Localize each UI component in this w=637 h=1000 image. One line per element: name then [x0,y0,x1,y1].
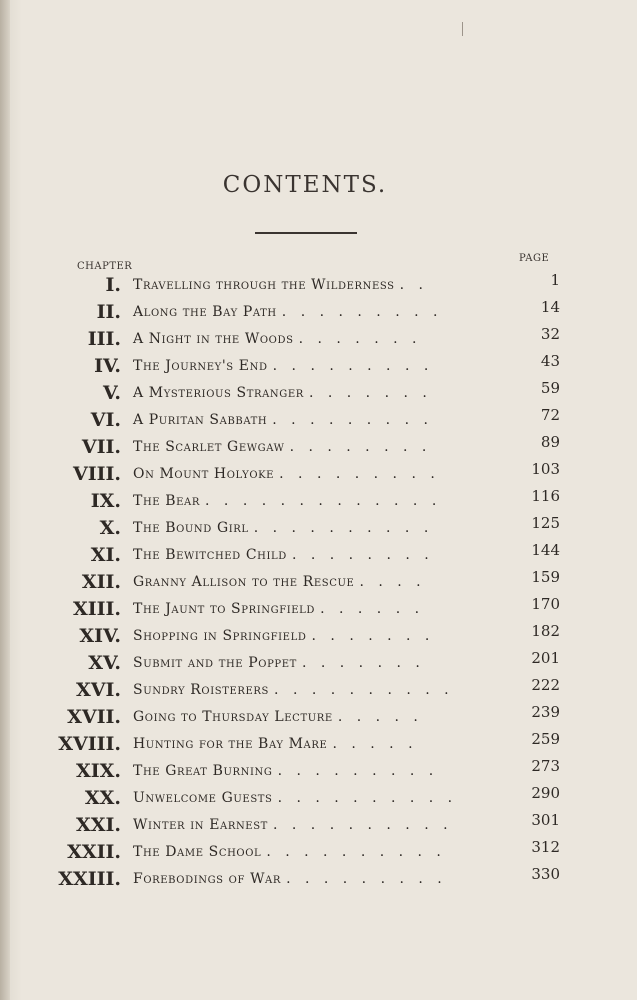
chapter-number: XVI. [76,679,121,701]
chapter-number: XII. [81,571,121,593]
leader-dots: . . . . . . . . . [279,466,440,482]
leader-dots: . . . . . . [320,601,425,617]
page-mark [462,22,463,36]
page-number: 182 [531,622,560,640]
chapter-title: The Great Burning . . . . . . . . . [133,763,439,779]
chapter-title: Unwelcome Guests . . . . . . . . . . [133,790,458,806]
chapter-number: XIII. [72,598,121,620]
toc-entry [0,811,637,838]
page-number: 72 [540,406,560,424]
page-number: 14 [540,298,560,316]
leader-dots: . . . . . . . . . . [274,682,454,698]
chapter-title: The Bewitched Child . . . . . . . . [133,547,434,563]
leader-dots: . . . . . . . . . . . . . [205,493,442,509]
toc-entry [0,568,637,595]
toc-entry [0,271,637,298]
chapter-number: XIX. [76,760,121,782]
leader-dots: . . [399,277,429,293]
toc-entry [0,541,637,568]
toc-entry [0,730,637,757]
toc-entry [0,379,637,406]
page-number: 259 [531,730,560,748]
chapter-number: VIII. [72,463,121,485]
toc-entry [0,514,637,541]
toc-entry [0,487,637,514]
chapter-title: Submit and the Poppet . . . . . . . [133,655,425,671]
chapter-number: III. [87,328,121,350]
chapter-title: Sundry Roisterers . . . . . . . . . . [133,682,454,698]
heading-rule [255,232,357,234]
page-number: 290 [531,784,560,802]
leader-dots: . . . . . . . . . [272,412,433,428]
chapter-column-label: CHAPTER [77,261,133,272]
chapter-number: XI. [90,544,121,566]
leader-dots: . . . . . . . . . . [266,844,446,860]
leader-dots: . . . . . . . [298,331,422,347]
chapter-number: IV. [94,355,121,377]
leader-dots: . . . . . . . . . . [253,520,434,536]
chapter-title: Going to Thursday Lecture . . . . . [133,709,423,725]
page-number: 159 [531,568,560,586]
chapter-number: V. [102,382,121,404]
toc-entry [0,352,637,379]
toc-entry [0,460,637,487]
toc-entry [0,649,637,676]
page-number: 144 [531,541,560,559]
toc-entry [0,703,637,730]
page-number: 222 [531,676,560,694]
chapter-number: XV. [88,652,121,674]
chapter-number: XVII. [67,706,121,728]
chapter-title: The Bear . . . . . . . . . . . . . [133,493,442,509]
toc-entry [0,865,637,892]
leader-dots: . . . . . . . . [289,439,432,455]
leader-dots: . . . . . . . [301,655,425,671]
contents-heading: CONTENTS. [222,172,388,198]
toc-entry [0,622,637,649]
leader-dots: . . . . . . . . . [272,358,434,374]
leader-dots: . . . . . . . [308,385,432,401]
chapter-number: VII. [81,436,121,458]
page-number: 330 [531,865,560,883]
page-number: 312 [531,838,560,856]
chapter-title: The Jaunt to Springfield . . . . . . [133,601,425,617]
chapter-number: X. [99,517,121,539]
leader-dots: . . . . . . . . . [277,763,439,779]
chapter-title: Hunting for the Bay Mare . . . . . [133,736,418,752]
page-number: 32 [540,325,560,343]
toc-entry [0,676,637,703]
leader-dots: . . . . [359,574,426,590]
chapter-number: XXII. [67,841,121,863]
toc-entry [0,757,637,784]
leader-dots: . . . . . . . . . . [277,790,458,806]
chapter-title: The Journey's End . . . . . . . . . [133,358,434,374]
chapter-number: VI. [90,409,121,431]
chapter-number: XXIII. [58,868,121,890]
chapter-number: IX. [90,490,121,512]
toc-entry [0,433,637,460]
chapter-number: XIV. [79,625,121,647]
toc-entry [0,595,637,622]
chapter-title: A Puritan Sabbath . . . . . . . . . [133,412,433,428]
leader-dots: . . . . . [337,709,423,725]
page-number: 1 [550,271,560,289]
chapter-title: Travelling through the Wilderness . . [133,277,429,293]
page-number: 239 [531,703,560,721]
leader-dots: . . . . . . . [311,628,435,644]
page-number: 273 [531,757,560,775]
chapter-number: I. [105,274,121,296]
page-number: 170 [531,595,560,613]
page-number: 103 [531,460,560,478]
chapter-number: XVIII. [58,733,121,755]
chapter-title: Winter in Earnest . . . . . . . . . . [133,817,453,833]
chapter-title: Forebodings of War . . . . . . . . . [133,871,447,887]
page-number: 201 [531,649,560,667]
leader-dots: . . . . . . . . . [286,871,447,887]
chapter-number: XX. [84,787,121,809]
page-number: 89 [540,433,560,451]
chapter-title: The Scarlet Gewgaw . . . . . . . . [133,439,432,455]
page-number: 59 [540,379,560,397]
chapter-title: Shopping in Springfield . . . . . . . [133,628,435,644]
page-number: 116 [531,487,560,505]
leader-dots: . . . . . . . . [291,547,434,563]
page-number: 43 [540,352,560,370]
chapter-number: II. [96,301,121,323]
toc-entry [0,838,637,865]
chapter-title: A Mysterious Stranger . . . . . . . [133,385,432,401]
chapter-title: Along the Bay Path . . . . . . . . . [133,304,443,320]
leader-dots: . . . . . . . . . . [273,817,453,833]
chapter-title: Granny Allison to the Rescue . . . . [133,574,426,590]
chapter-title: On Mount Holyoke . . . . . . . . . [133,466,440,482]
chapter-number: XXI. [76,814,121,836]
toc-entry [0,784,637,811]
leader-dots: . . . . . [332,736,418,752]
leader-dots: . . . . . . . . . [281,304,443,320]
toc-entry [0,298,637,325]
page-column-label: PAGE [519,253,550,264]
chapter-title: The Dame School . . . . . . . . . . [133,844,446,860]
page-number: 301 [531,811,560,829]
page-number: 125 [531,514,560,532]
toc-entry [0,406,637,433]
chapter-title: The Bound Girl . . . . . . . . . . [133,520,434,536]
toc-entry [0,325,637,352]
chapter-title: A Night in the Woods . . . . . . . [133,331,422,347]
